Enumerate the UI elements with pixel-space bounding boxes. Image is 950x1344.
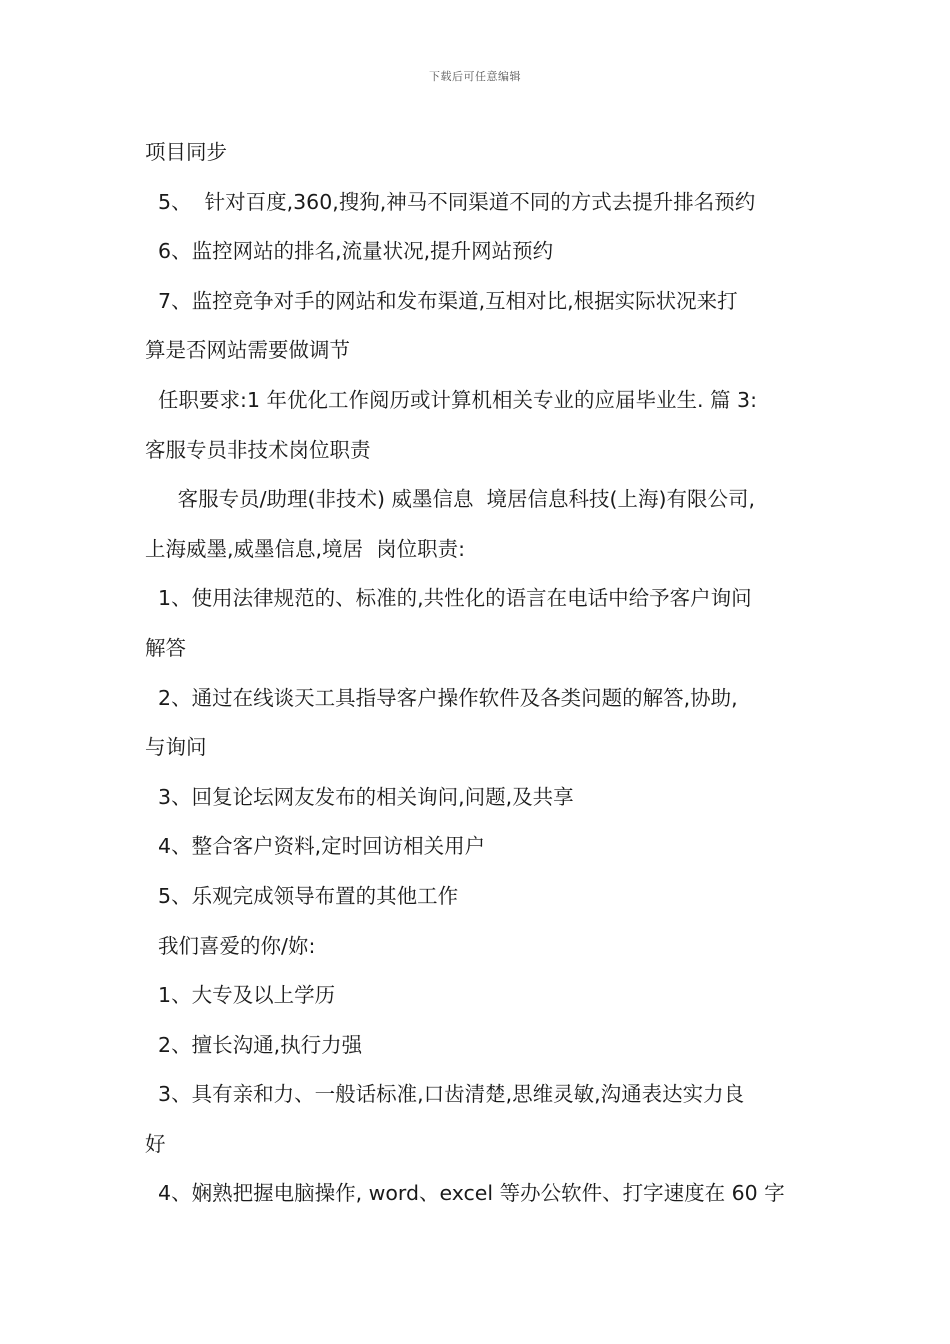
text-line: 算是否网站需要做调节 xyxy=(145,338,350,363)
text-line: 我们喜爱的你/妳: xyxy=(145,933,316,958)
text-line: 1、大专及以上学历 xyxy=(145,983,336,1008)
text-line: 项目同步 xyxy=(145,140,227,164)
text-line: 6、监控网站的排名,流量状况,提升网站预约 xyxy=(145,239,554,264)
text-line: 2、擅长沟通,执行力强 xyxy=(145,1032,363,1057)
text-line: 客服专员/助理(非技术) 威墨信息 境居信息科技(上海)有限公司, xyxy=(145,487,756,512)
text-line: 3、回复论坛网友发布的相关询问,问题,及共享 xyxy=(145,784,574,809)
text-line: 好 xyxy=(145,1131,166,1156)
text-line: 任职要求:1 年优化工作阅历或计算机相关专业的应届毕业生. 篇 3: xyxy=(145,387,757,412)
text-line: 解答 xyxy=(145,635,186,660)
text-line: 7、监控竞争对手的网站和发布渠道,互相对比,根据实际状况来打 xyxy=(145,288,738,313)
text-line: 5、 针对百度,360,搜狗,神马不同渠道不同的方式去提升排名预约 xyxy=(145,189,756,214)
text-line: 与询问 xyxy=(145,735,207,760)
text-line: 3、具有亲和力、一般话标准,口齿清楚,思维灵敏,沟通表达实力良 xyxy=(145,1082,745,1107)
text-line: 5、乐观完成领导布置的其他工作 xyxy=(145,883,459,908)
text-line: 4、整合客户资料,定时回访相关用户 xyxy=(145,834,486,859)
text-line: 1、使用法律规范的、标准的,共性化的语言在电话中给予客户询问 xyxy=(145,586,752,611)
page-header: 下载后可任意编辑 xyxy=(429,70,521,83)
text-line: 客服专员非技术岗位职责 xyxy=(145,437,371,462)
text-line: 2、通过在线谈天工具指导客户操作软件及各类问题的解答,协助, xyxy=(145,685,738,710)
text-line: 上海威墨,威墨信息,境居 岗位职责: xyxy=(145,536,465,561)
text-line: 4、娴熟把握电脑操作, word、excel 等办公软件、打字速度在 60 字 xyxy=(145,1181,785,1206)
document-body xyxy=(145,128,810,1219)
